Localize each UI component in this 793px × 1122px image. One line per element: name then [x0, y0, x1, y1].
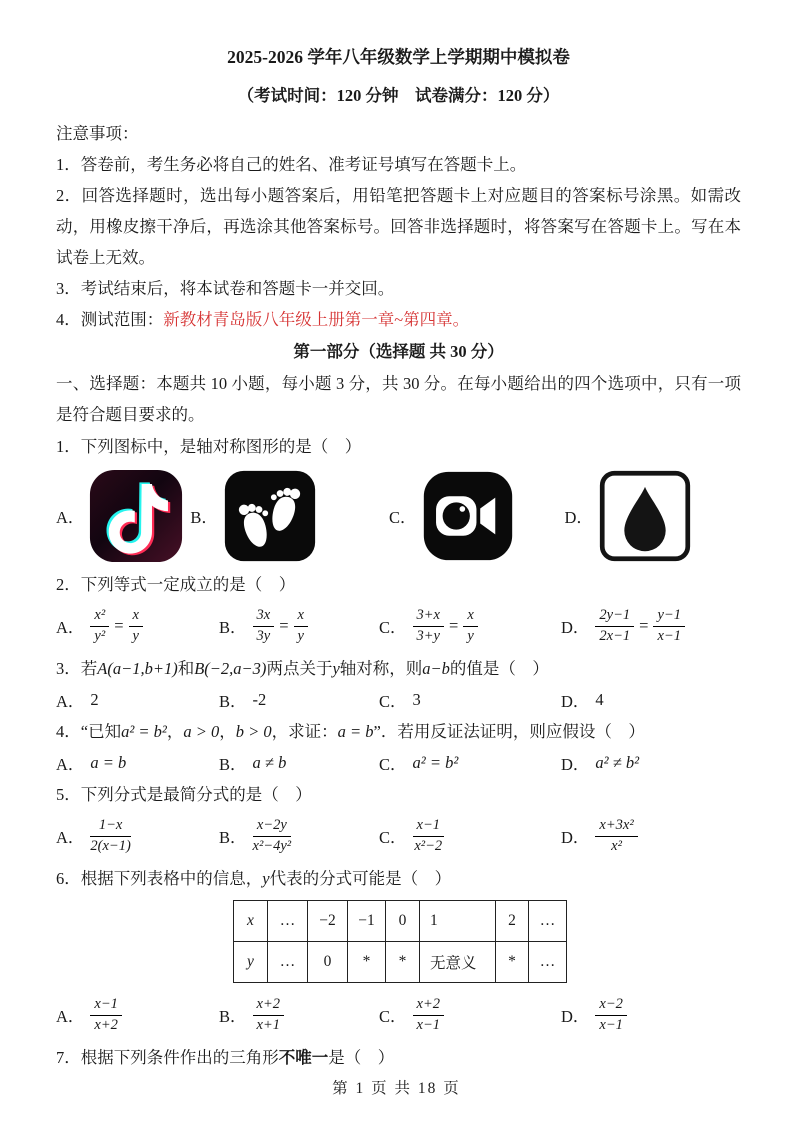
question-6-options: [56, 989, 741, 1041]
option-b: [219, 817, 379, 854]
option-b-label: B．: [219, 1007, 247, 1026]
option-d-value: 4: [595, 689, 604, 709]
question-3-text: 3．若A(a−1,b+1)和B(−2,a−3)两点关于y轴对称，则a−b的值是（ ）: [56, 659, 549, 678]
option-b: [219, 996, 379, 1033]
option-a-value: 2: [90, 689, 99, 709]
option-b: [219, 607, 379, 644]
option-a-formula: $\frac{x-1}{x+2}$: [90, 996, 121, 1033]
option-a: [56, 607, 219, 644]
cell-x-header: x: [234, 901, 268, 942]
question-2-text: 2．下列等式一定成立的是（ ）: [56, 575, 296, 594]
q6-value-table: [233, 900, 567, 983]
cell-y-star2: *: [386, 942, 420, 983]
option-b-label: B．: [190, 508, 218, 527]
notice-item-1: 1．答卷前，考生务必将自己的姓名、准考证号填写在答题卡上。: [56, 155, 527, 174]
q7-bold-emphasis: 不唯一: [278, 1048, 329, 1067]
option-a: [56, 688, 219, 712]
option-b: [219, 688, 379, 712]
cell-y-0: 0: [308, 942, 348, 983]
water-drop-icon: [598, 469, 692, 563]
option-a-label: A．: [56, 508, 85, 527]
option-b: [219, 751, 379, 775]
option-b-formula: $\frac{x-2y}{\text{x²−4y²}}$: [252, 817, 292, 854]
option-c: [379, 607, 561, 644]
option-a-label: A．: [56, 1007, 85, 1026]
question-5-text: 5．下列分式是最简分式的是（ ）: [56, 785, 312, 804]
option-d-label: D．: [561, 691, 590, 711]
exam-notices: [56, 118, 741, 335]
option-b-label: B．: [219, 828, 247, 847]
notices-heading: 注意事项：: [56, 124, 139, 143]
tiktok-logo-icon: [89, 469, 183, 563]
option-d-value: a² ≠ b²: [595, 752, 640, 772]
scope-red-text: 新教材青岛版八年级上册第一章~第四章。: [163, 310, 470, 329]
option-d-formula: $\frac{x-2}{x-1}$: [595, 996, 626, 1033]
option-c-label: C．: [379, 828, 407, 847]
notice-item-3: 3．考试结束后，将本试卷和答题卡一并交回。: [56, 279, 395, 298]
option-c-label: C．: [379, 618, 407, 637]
notice-item-4: [56, 304, 741, 335]
cell-y-star3: *: [496, 942, 529, 983]
option-a-value: a = b: [90, 752, 127, 772]
page-title: 2025-2026 学年八年级数学上学期期中模拟卷: [227, 47, 570, 67]
option-b-label: B．: [219, 754, 247, 774]
option-d: [561, 688, 741, 712]
page-subtitle: （考试时间：120 分钟 试卷满分：120 分）: [237, 86, 560, 105]
option-a-label: A．: [56, 828, 85, 847]
option-c-formula: $\frac{3+x}{3+y}$ = $\frac{x}{y}$: [413, 607, 478, 644]
question-4-text: 4．“已知a² = b²，a > 0，b > 0，求证：a = b”．若用反证法证明，则应假设（ ）: [56, 722, 645, 741]
option-a-formula: $\frac{\text{x²}}{\text{y²}}$ = $\frac{x}{y}$: [90, 607, 143, 644]
cell-y-undefined: 无意义: [420, 942, 496, 983]
question-5-options: [56, 810, 741, 862]
question-7-text: 7．根据下列条件作出的三角形不唯一是（ ）: [56, 1048, 395, 1067]
option-a-label: A．: [56, 754, 85, 774]
cell-x-2: 2: [496, 901, 529, 942]
option-b-formula: $\frac{3x}{3y}$ = $\frac{x}{y}$: [253, 607, 308, 644]
page-number: 第 1 页 共 18 页: [332, 1080, 461, 1097]
option-c-value: 3: [412, 689, 421, 709]
option-c-value: a² = b²: [412, 752, 459, 772]
option-c-formula: $\frac{x+2}{x-1}$: [413, 996, 444, 1033]
cell-x-ellipsis-left: …: [268, 901, 308, 942]
baby-footprints-icon: [223, 469, 317, 563]
option-d-label: D．: [561, 1007, 590, 1026]
section-1-heading: 第一部分（选择题 共 30 分）: [293, 342, 504, 361]
question-3-options: [56, 684, 741, 715]
cell-x-neg2: −2: [308, 901, 348, 942]
option-c-label: C．: [379, 754, 407, 774]
video-camera-icon: [421, 469, 515, 563]
option-d-label: D．: [561, 618, 590, 637]
option-c-label: C．: [388, 508, 417, 527]
option-c-formula: $\frac{x-1}{\text{x²−2}}$: [414, 817, 443, 854]
cell-y-ellipsis-left: …: [268, 942, 308, 983]
option-d: [561, 817, 741, 854]
question-2-options: [56, 600, 741, 652]
option-c: [379, 817, 561, 854]
option-b-label: B．: [219, 618, 247, 637]
cell-x-1: 1: [420, 901, 496, 942]
option-b-value: a ≠ b: [252, 752, 287, 772]
option-a: [56, 817, 219, 854]
option-d: [561, 996, 741, 1033]
option-a: [56, 996, 219, 1033]
option-b-formula: $\frac{x+2}{x+1}$: [253, 996, 284, 1033]
option-d-label: D．: [561, 754, 590, 774]
cell-y-star1: *: [348, 942, 386, 983]
option-a-label: A．: [56, 618, 85, 637]
option-d: [561, 607, 741, 644]
option-a-label: A．: [56, 691, 85, 711]
notice-item-2: 2．回答选择题时，选出每小题答案后，用铅笔把答题卡上对应题目的答案标号涂黑。如需改动，用橡皮擦干净后，再选涂其他答案标号。回答非选择题时，将答案写在答题卡上。写在本试卷上无效。: [56, 186, 741, 267]
cell-y-ellipsis-right: …: [529, 942, 567, 983]
option-d-formula: $\frac{2y-1}{2x-1}$ = $\frac{y-1}{x-1}$: [595, 607, 685, 644]
question-6-text: 6．根据下列表格中的信息，y代表的分式可能是（ ）: [56, 869, 452, 888]
cell-x-0: 0: [386, 901, 420, 942]
cell-x-neg1: −1: [348, 901, 386, 942]
option-c-label: C．: [379, 1007, 407, 1026]
table-row-x: [234, 901, 567, 942]
option-d-label: D．: [564, 508, 593, 527]
cell-x-ellipsis-right: …: [529, 901, 567, 942]
option-b-value: -2: [252, 689, 267, 709]
cell-y-header: y: [234, 942, 268, 983]
option-b-label: B．: [219, 691, 247, 711]
option-a: [56, 751, 219, 775]
option-c: [379, 996, 561, 1033]
option-d-formula: $\frac{\text{x+3x²}}{\text{x²}}$: [595, 817, 637, 854]
question-4-options: [56, 747, 741, 778]
option-c: [379, 751, 561, 775]
notice-item-4-prefix: 4．测试范围：: [56, 310, 164, 329]
question-1-text: 1．下列图标中，是轴对称图形的是（ ）: [56, 437, 362, 456]
option-d-label: D．: [561, 828, 590, 847]
option-a-formula: $\frac{1-x}{2(x-1)}$: [90, 817, 131, 854]
option-d: [561, 751, 741, 775]
section-1-intro: 一、选择题：本题共 10 小题，每小题 3 分，共 30 分。在每小题给出的四个选项中，只有一项是符合题目要求的。: [56, 374, 741, 424]
table-row-y: [234, 942, 567, 983]
option-c-label: C．: [379, 691, 407, 711]
question-1-options: [56, 467, 741, 565]
option-c: [379, 688, 561, 712]
